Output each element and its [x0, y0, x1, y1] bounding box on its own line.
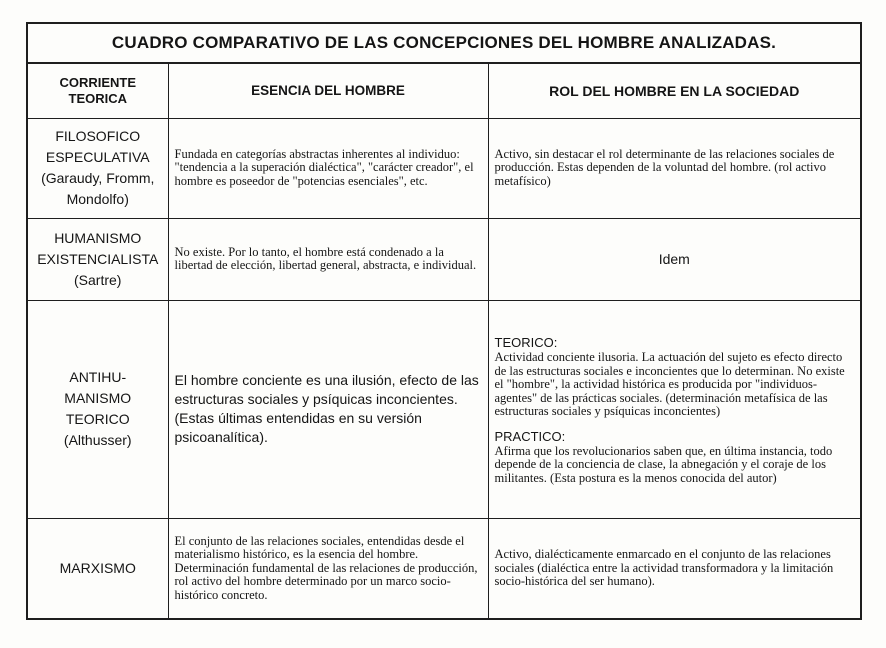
rol-filosofico: Activo, sin destacar el rol determinante de las relaciones sociales de producción. Estas dependen de la voluntad del hombre. (rol activo metafísico) — [488, 118, 860, 218]
esencia-antihumanismo: El hombre conciente es una ilusión, efecto de las estructuras sociales y psíquicas inconcientes. (Estas últimas entendidas en su versión psicoanalítica). — [168, 300, 488, 518]
esencia-humanismo: No existe. Por lo tanto, el hombre está condenado a la libertad de elección, libertad general, abstracta, e individual. — [168, 218, 488, 300]
row-name-line: FILOSOFICO — [55, 128, 141, 144]
header-corriente-teorica — [28, 64, 168, 118]
row-name-line: (Garaudy, Fromm, — [41, 170, 155, 186]
esencia-marxismo: El conjunto de las relaciones sociales, entendidas desde el materialismo histórico, es la esencia del hombre. Determinación fundamental de las relaciones de producción, rol activo del hombre determinado por un marco socio-histórico concreto. — [168, 518, 488, 618]
table-row — [28, 118, 860, 218]
row-name-filosofico — [28, 118, 168, 218]
header-rol: ROL DEL HOMBRE EN LA SOCIEDAD — [488, 64, 860, 118]
header-row — [28, 64, 860, 118]
table-row — [28, 218, 860, 300]
rol-practico-block — [495, 429, 855, 486]
rol-practico-label: PRACTICO: — [494, 428, 566, 444]
rol-marxismo: Activo, dialécticamente enmarcado en el conjunto de las relaciones sociales (dialéctica entre la actividad transformadora y la limitación socio-histórica del ser humano). — [488, 518, 860, 618]
rol-teorico-block — [495, 335, 855, 419]
table-title: CUADRO COMPARATIVO DE LAS CONCEPCIONES DEL HOMBRE ANALIZADAS. — [28, 24, 860, 64]
rol-teorico-text: Actividad conciente ilusoria. La actuación del sujeto es efecto directo de las estructuras sociales e inconcientes que lo determinan. No existe el "hombre", la actividad histórica es producida por "individuos-agentes" de las prácticas sociales. (determinación metafísica de las estructuras sociales y psíquicas inconcientes) — [494, 350, 845, 418]
row-name-line: ESPECULATIVA — [45, 149, 150, 165]
comparative-table-frame — [26, 22, 862, 620]
row-name-line: TEORICO — [65, 411, 130, 427]
table-row — [28, 518, 860, 618]
header-corriente-line2: TEORICA — [68, 90, 127, 106]
row-name-antihumanismo — [28, 300, 168, 518]
row-name-line: (Sartre) — [74, 271, 122, 288]
header-esencia: ESENCIA DEL HOMBRE — [168, 64, 488, 118]
row-name-humanismo — [28, 218, 168, 300]
rol-humanismo: Idem — [488, 218, 860, 300]
rol-antihumanismo — [488, 300, 860, 518]
header-corriente-line1: CORRIENTE — [59, 74, 137, 90]
rol-practico-text: Afirma que los revolucionarios saben que, en última instancia, todo depende de la conciencia de clase, la abnegación y el coraje de los militantes. (Esta postura es la menos conocida del autor) — [494, 443, 833, 485]
row-name-line: Mondolfo) — [66, 191, 129, 207]
row-name-line: HUMANISMO — [54, 229, 142, 246]
row-name-line: EXISTENCIALISTA — [37, 250, 159, 267]
row-name-line: MARXISMO — [59, 559, 136, 576]
comparison-table — [28, 64, 860, 618]
table-row — [28, 300, 860, 518]
row-name-line: MANISMO — [64, 390, 132, 406]
rol-teorico-label: TEORICO: — [494, 335, 558, 350]
row-name-line: ANTIHU- — [69, 369, 127, 385]
esencia-filosofico: Fundada en categorías abstractas inherentes al individuo: "tendencia a la superación dialéctica", "carácter creador", el hombre es poseedor de "potencias esenciales", etc. — [168, 118, 488, 218]
row-name-line: (Althusser) — [63, 432, 132, 448]
row-name-marxismo — [28, 518, 168, 618]
